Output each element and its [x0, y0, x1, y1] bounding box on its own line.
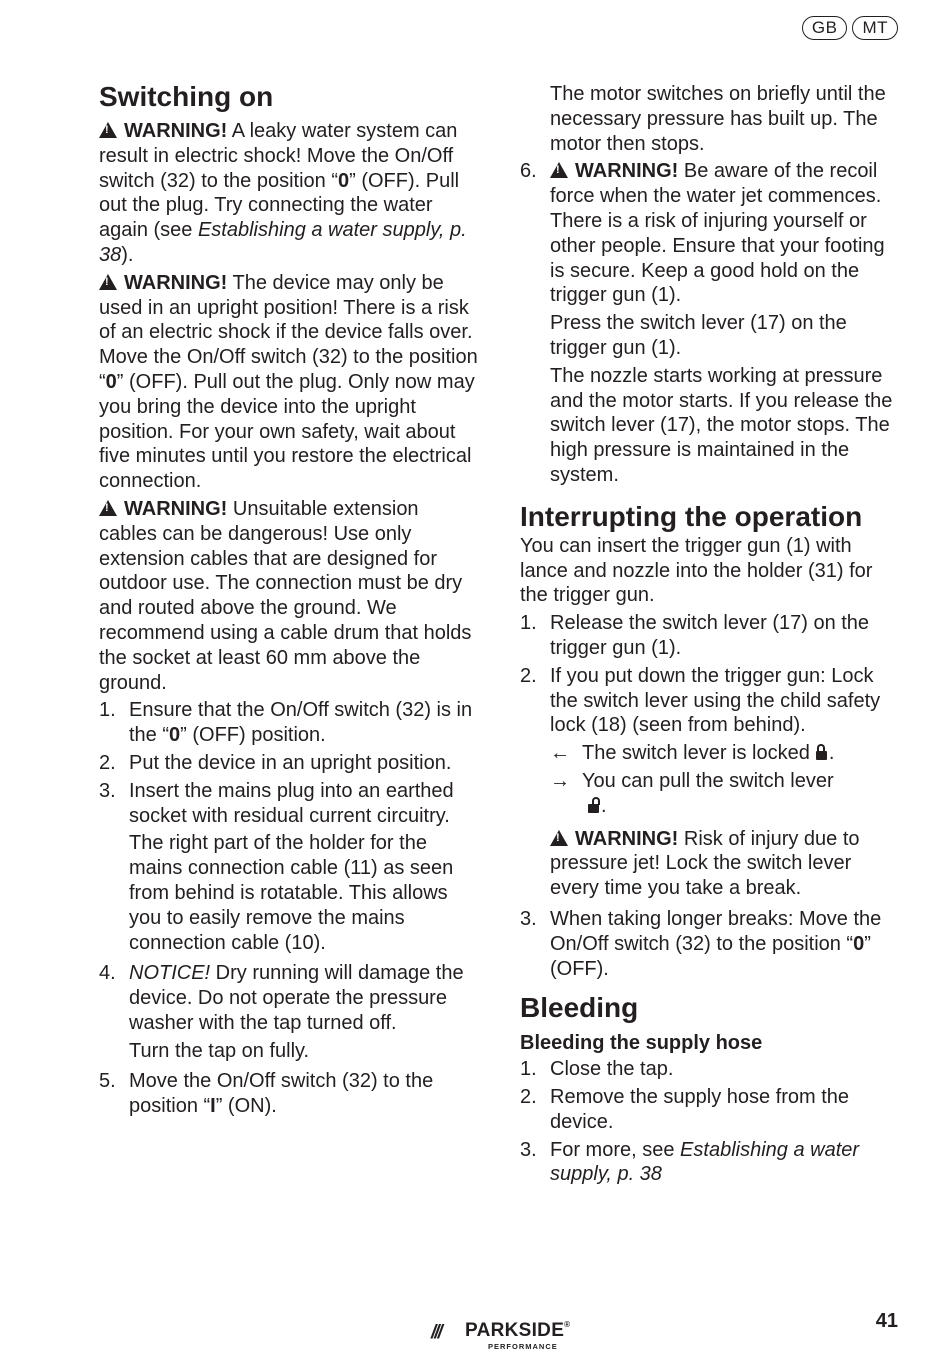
- lang-badge-gb: GB: [802, 16, 848, 40]
- warning-triangle-icon: [99, 274, 117, 290]
- lock-open-icon: [588, 804, 599, 813]
- logo-subtitle: PERFORMANCE: [488, 1342, 558, 1351]
- section-title-switching-on: Switching on: [99, 81, 274, 112]
- right-column: [520, 82, 900, 1190]
- arrow-right-icon: →: [550, 769, 570, 792]
- list-item: 3. When taking longer breaks: Move the On/Off switch (32) to the position “0” (OFF).: [520, 907, 882, 980]
- warning-triangle-icon: [550, 830, 568, 846]
- page-number: 41: [875, 1310, 898, 1332]
- warning-leaky-water: !WARNING! A leaky water system can result in electric shock! Move the On/Off switch (32) to the position “0” (OFF). Pull out the plug. Try connecting the water again (see Establishing a water supply, p. 38).: [99, 119, 481, 268]
- warning-triangle-icon: [99, 500, 117, 516]
- lock-closed-icon: [816, 751, 827, 760]
- warning-label: WARNING!: [575, 827, 679, 850]
- list-item: 1. Release the switch lever (17) on the trigger gun (1).: [520, 612, 870, 659]
- list-item: 1. Ensure that the On/Off switch (32) is in the “0” (OFF) position.: [99, 699, 473, 747]
- cross-reference: Establishing a water supply, p. 38: [99, 219, 467, 266]
- lang-badge-mt: MT: [852, 16, 898, 40]
- list-item: 2. Put the device in an upright position.: [99, 751, 452, 774]
- result-locked: ← The switch lever is locked .: [550, 742, 835, 765]
- logo-stripes-icon: ///: [431, 1322, 441, 1343]
- list-item-continuation: The motor switches on briefly until the necessary pressure has built up. The motor then stops.: [550, 83, 886, 155]
- section-title-bleeding: Bleeding: [520, 992, 639, 1024]
- language-badges: [802, 16, 898, 40]
- warning-label: WARNING!: [124, 497, 228, 520]
- parkside-logo: /// PARKSIDE® PERFORMANCE: [431, 1320, 571, 1351]
- cross-reference: Establishing a water supply, p. 38: [550, 1138, 860, 1186]
- logo-wordmark: PARKSIDE: [465, 1320, 565, 1341]
- warning-pressure-jet: !WARNING! Risk of injury due to pressure jet! Lock the switch lever every time you take a break.: [550, 827, 900, 901]
- list-item: 6. ! WARNING! Be aware of the recoil force when the water jet commences. There is a risk of injuring yourself or other people. Ensure that your footing is secure. Keep a good hold on the trigger gun (1). Press the switch lever (17) on the trigger gun (1). The nozzle starts working at pressure and the motor starts. If you release the switch lever (17), the motor stops. The high pressure is maintained in the system.: [520, 159, 900, 490]
- list-item: 2. If you put down the trigger gun: Lock the switch lever using the child safety lock (18) (seen from behind). ← The switch lever is locked . → You can pull the switch lever . !WARNING! Risk of injury due to pressure jet! Lock the switch lever every time you take a break.: [520, 664, 900, 904]
- subsection-title-bleeding-supply-hose: Bleeding the supply hose: [520, 1032, 763, 1055]
- list-item: 2. Remove the supply hose from the device.: [520, 1086, 850, 1133]
- warning-label: WARNING!: [124, 120, 228, 142]
- list-item: 4. NOTICE! Dry running will damage the device. Do not operate the pressure washer with the tap turned off. Turn the tap on fully.: [99, 962, 464, 1062]
- list-item: 5. Move the On/Off switch (32) to the position “I” (ON).: [99, 1070, 434, 1118]
- result-unlocked: → You can pull the switch lever .: [550, 769, 834, 817]
- arrow-left-icon: ←: [550, 742, 570, 765]
- list-item: 3. For more, see Establishing a water supply, p. 38: [520, 1138, 860, 1186]
- warning-triangle-icon: [99, 122, 117, 138]
- warning-triangle-icon: [550, 162, 568, 178]
- notice-label: NOTICE!: [129, 962, 211, 985]
- interrupt-intro: You can insert the trigger gun (1) with lance and nozzle into the holder (31) for the trigger gun.: [520, 534, 873, 607]
- section-title-interrupting: Interrupting the operation: [520, 500, 863, 532]
- warning-extension-cables: !WARNING! Unsuitable extension cables can be dangerous! Use only extension cables that are designed for outdoor use. The connection must be dry and routed above the ground. We recommend using a cable drum that holds the socket at least 60 mm above the ground.: [99, 497, 481, 695]
- left-column: [99, 80, 481, 1122]
- warning-label: WARNING!: [124, 271, 228, 294]
- warning-label: WARNING!: [575, 160, 679, 183]
- list-item: 3. Insert the mains plug into an earthed socket with residual current circuitry. The right part of the holder for the mains connection cable (11) as seen from behind is rotatable. This allows you to easily remove the mains connection cable (10).: [99, 779, 454, 954]
- warning-upright-position: !WARNING! The device may only be used in an upright position! There is a risk of an electric shock if the device falls over. Move the On/Off switch (32) to the position “0” (OFF). Pull out the plug. Only now may you bring the device into the upright position. For your own safety, wait about five minutes until you restore the electrical connection.: [99, 271, 481, 494]
- list-item: 1. Close the tap.: [520, 1058, 674, 1081]
